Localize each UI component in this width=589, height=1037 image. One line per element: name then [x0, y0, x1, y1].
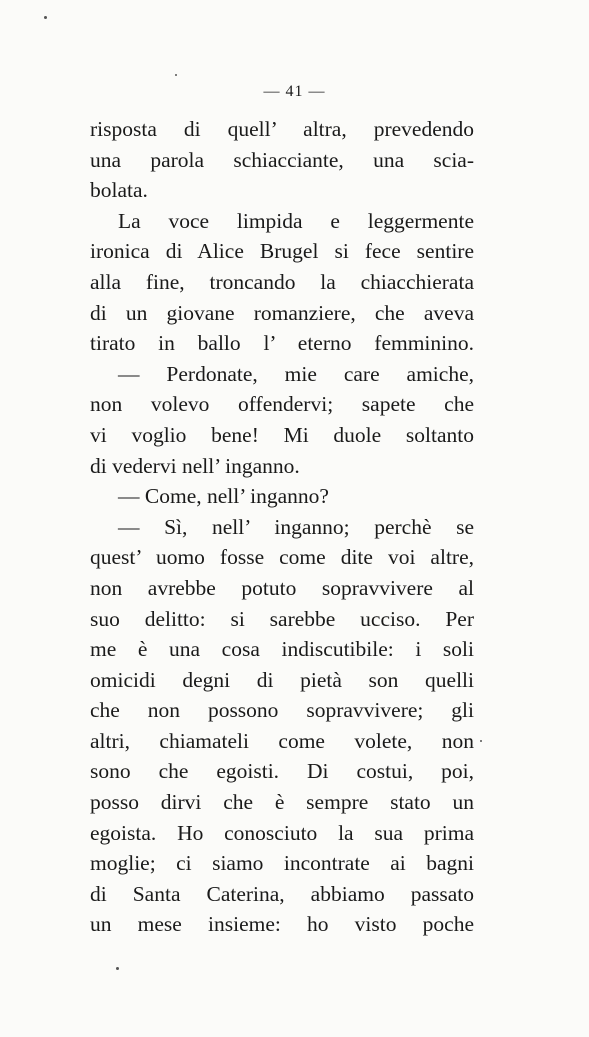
text-line: me è una cosa indiscutibile: i soli [90, 637, 474, 662]
text-line: risposta di quell’ altra, prevedendo [90, 117, 474, 141]
paper-speck [175, 74, 177, 76]
text-line: quest’ uomo fosse come dite voi altre, [90, 545, 474, 570]
text-line: tirato in ballo l’ eterno femminino. [90, 331, 474, 356]
text-line: bolata. [90, 178, 148, 203]
text-line: vi voglio bene! Mi duole soltanto [90, 422, 474, 447]
text-line: La voce limpida e leggermente [118, 208, 474, 233]
text-line: una parola schiacciante, una scia- [90, 147, 474, 172]
body-text [90, 114, 474, 940]
page-number: — 41 — [263, 83, 326, 100]
text-line: altri, chiamateli come volete, non [90, 728, 474, 753]
text-line: egoista. Ho conosciuto la sua prima [90, 820, 474, 845]
text-line: posso dirvi che è sempre stato un [90, 790, 474, 815]
text-line: suo delitto: si sarebbe ucciso. Per [90, 606, 474, 631]
text-line: omicidi degni di pietà son quelli [90, 667, 474, 692]
paper-speck [116, 967, 119, 970]
text-line: — Perdonate, mie care amiche, [118, 361, 474, 386]
text-line: sono che egoisti. Di costui, poi, [90, 759, 474, 784]
paper-speck [480, 740, 482, 742]
text-line: di un giovane romanziere, che aveva [90, 300, 474, 325]
text-line: di Santa Caterina, abbiamo passato [90, 881, 474, 906]
paper-speck [44, 16, 47, 19]
text-line: che non possono sopravvivere; gli [90, 698, 474, 723]
text-line: un mese insieme: ho visto poche [90, 912, 474, 937]
text-line: — Sì, nell’ inganno; perchè se [118, 514, 474, 539]
text-line: — Come, nell’ inganno? [118, 484, 329, 509]
text-line: non volevo offendervi; sapete che [90, 392, 474, 417]
text-line: di vedervi nell’ inganno. [90, 453, 300, 478]
text-line: alla fine, troncando la chiacchierata [90, 269, 474, 294]
text-line: moglie; ci siamo incontrate ai bagni [90, 851, 474, 876]
text-line: non avrebbe potuto sopravvivere al [90, 575, 474, 600]
text-line: ironica di Alice Brugel si fece sentire [90, 239, 474, 264]
